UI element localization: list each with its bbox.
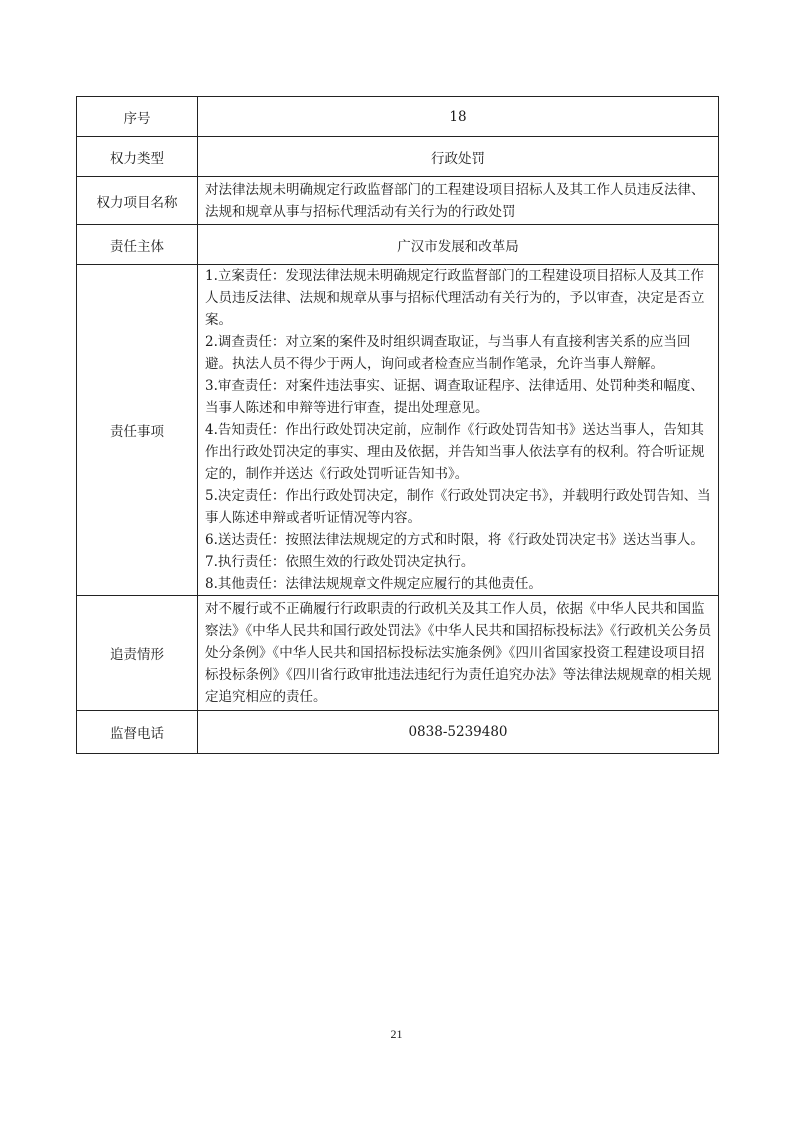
row-label-phone: 监督电话 xyxy=(77,711,198,754)
duty-item-review: 3.审查责任：对案件违法事实、证据、调查取证程序、法律适用、处罚种类和幅度、当事人陈述和申辩等进行审查，提出处理意见。 xyxy=(205,378,704,416)
duty-item-filing: 1.立案责任：发现法律法规未明确规定行政监督部门的工程建设项目招标人及其工作人员违反法律、法规和规章从事与招标代理活动有关行为的，予以审查，决定是否立案。 xyxy=(205,268,705,328)
duty-item-decision: 5.决定责任：作出行政处罚决定，制作《行政处罚决定书》，并载明行政处罚告知、当事人陈述申辩或者听证情况等内容。 xyxy=(205,488,711,526)
row-value-number: 18 xyxy=(198,97,719,137)
row-value-subject: 广汉市发展和改革局 xyxy=(198,225,719,265)
table-row-power-type xyxy=(77,137,719,177)
row-value-accountability: 对不履行或不正确履行行政职责的行政机关及其工作人员，依据《中华人民共和国监察法》《中华人民共和国行政处罚法》《中华人民共和国招标投标法》《行政机关公务员处分条例》《中华人民共和国招标投标法实施条例》《四川省国家投资工程建设项目招标投标条例》《四川省行政审批违法违纪行为责任追究办法》等法律法规规章的相关规定追究相应的责任。 xyxy=(198,596,719,711)
row-value-duties xyxy=(198,265,719,596)
duty-item-delivery: 6.送达责任：按照法律法规规定的方式和时限，将《行政处罚决定书》送达当事人。 xyxy=(205,532,704,548)
duty-item-execution: 7.执行责任：依照生效的行政处罚决定执行。 xyxy=(205,554,475,570)
power-responsibility-table xyxy=(76,96,719,754)
row-label-subject: 责任主体 xyxy=(77,225,198,265)
row-label-item-name: 权力项目名称 xyxy=(77,177,198,225)
row-value-power-type: 行政处罚 xyxy=(198,137,719,177)
row-label-power-type: 权力类型 xyxy=(77,137,198,177)
table-row-subject xyxy=(77,225,719,265)
duty-item-other: 8.其他责任：法律法规规章文件规定应履行的其他责任。 xyxy=(205,576,542,592)
row-value-item-name: 对法律法规未明确规定行政监督部门的工程建设项目招标人及其工作人员违反法律、法规和规章从事与招标代理活动有关行为的行政处罚 xyxy=(198,177,719,225)
table-row-phone xyxy=(77,711,719,754)
row-label-duties: 责任事项 xyxy=(77,265,198,596)
table-row-item-name xyxy=(77,177,719,225)
row-value-phone: 0838-5239480 xyxy=(198,711,719,754)
table-row-number xyxy=(77,97,719,137)
row-label-number: 序号 xyxy=(77,97,198,137)
duty-item-investigation: 2.调查责任：对立案的案件及时组织调查取证，与当事人有直接利害关系的应当回避。执法人员不得少于两人，询问或者检查应当制作笔录，允许当事人辩解。 xyxy=(205,334,691,372)
table-row-accountability xyxy=(77,596,719,711)
duty-item-notification: 4.告知责任：作出行政处罚决定前，应制作《行政处罚告知书》送达当事人，告知其作出行政处罚决定的事实、理由及依据，并告知当事人依法享有的权利。符合听证规定的，制作并送达《行政处罚听证告知书》。 xyxy=(205,422,705,482)
table-row-duties xyxy=(77,265,719,596)
row-label-accountability: 追责情形 xyxy=(77,596,198,711)
page-number: 21 xyxy=(390,1027,403,1041)
